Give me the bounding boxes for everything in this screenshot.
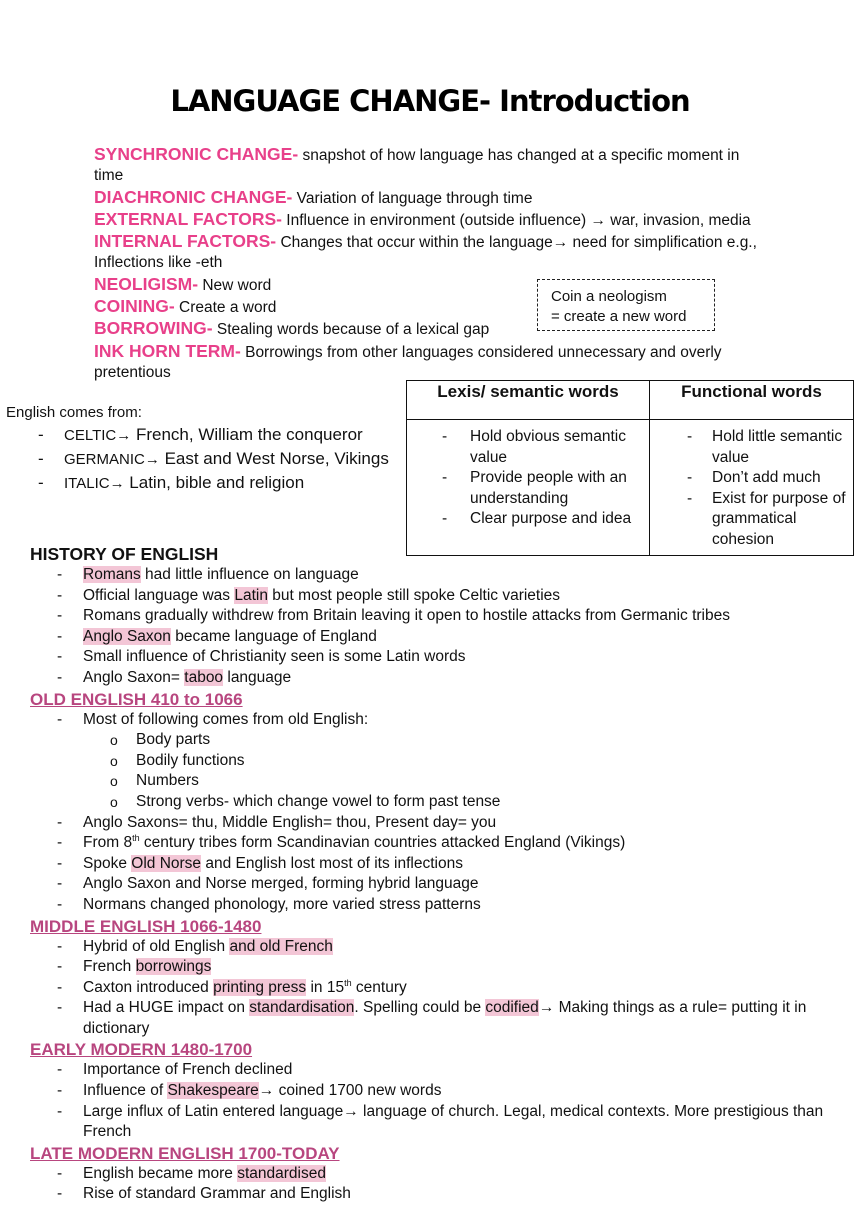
lexis-item: - Clear purpose and idea bbox=[408, 509, 648, 530]
old-english-heading: OLD ENGLISH 410 to 1066 bbox=[30, 689, 243, 709]
list-item: - From 8th century tribes form Scandinavian countries attacked England (Vikings) bbox=[30, 833, 850, 854]
list-item: - Had a HUGE impact on standardisation. Spelling could be codified→ Making things as a rule= putting it in dictionary bbox=[30, 998, 850, 1039]
definition-diachronic: DIACHRONIC CHANGE- Variation of language through time bbox=[94, 186, 533, 207]
header-lexis-words: Lexis/ semantic words bbox=[407, 381, 650, 420]
history-section bbox=[30, 543, 850, 1205]
words-comparison-table bbox=[406, 380, 854, 556]
list-item: - Anglo Saxon= taboo language bbox=[30, 668, 850, 689]
functional-words-cell bbox=[650, 420, 854, 556]
list-item: - Romans gradually withdrew from Britain leaving it open to hostile attacks from Germanic tribes bbox=[30, 606, 850, 627]
list-item: - Large influx of Latin entered language→ language of church. Legal, medical contexts. More prestigious than French bbox=[30, 1102, 850, 1143]
definition-neoligism: NEOLIGISM- New word bbox=[94, 273, 272, 294]
page-title: LANGUAGE CHANGE- Introduction bbox=[170, 84, 690, 118]
list-item: - Official language was Latin but most people still spoke Celtic varieties bbox=[30, 586, 850, 607]
list-item: - English became more standardised bbox=[30, 1164, 850, 1185]
neologism-callout-box bbox=[537, 279, 715, 331]
english-origins-heading: English comes from: bbox=[6, 404, 142, 421]
list-item: - Hybrid of old English and old French bbox=[30, 937, 850, 958]
lexis-item: - Provide people with an understanding bbox=[408, 468, 648, 509]
sub-list-item: o Bodily functions bbox=[30, 751, 850, 772]
definition-coining: COINING- Create a word bbox=[94, 296, 277, 317]
list-item: - Romans had little influence on language bbox=[30, 565, 850, 586]
callout-line-2: = create a new word bbox=[551, 308, 687, 325]
list-item: - Rise of standard Grammar and English bbox=[30, 1184, 850, 1205]
list-item: - Caxton introduced printing press in 15th century bbox=[30, 978, 850, 999]
origin-celtic: - CELTIC→ French, William the conqueror bbox=[38, 424, 396, 446]
definition-synchronic: SYNCHRONIC CHANGE- snapshot of how language has changed at a specific moment in time bbox=[94, 144, 740, 185]
lexis-words-cell bbox=[407, 420, 650, 556]
lexis-item: - Hold obvious semantic value bbox=[408, 427, 648, 468]
definition-ink-horn-term: INK HORN TERM- Borrowings from other languages considered unnecessary and overly pretentious bbox=[94, 340, 722, 381]
list-item: - Most of following comes from old English: bbox=[30, 710, 850, 731]
list-item: - Anglo Saxons= thu, Middle English= thou, Present day= you bbox=[30, 813, 850, 834]
list-item: - Influence of Shakespeare→ coined 1700 new words bbox=[30, 1081, 850, 1102]
callout-line-1: Coin a neologism bbox=[551, 288, 667, 305]
functional-item: - Exist for purpose of grammatical cohesion bbox=[651, 489, 852, 551]
header-functional-words: Functional words bbox=[650, 381, 854, 420]
list-item: - Spoke Old Norse and English lost most of its inflections bbox=[30, 854, 850, 875]
list-item: - Importance of French declined bbox=[30, 1060, 850, 1081]
definition-external-factors: EXTERNAL FACTORS- Influence in environment (outside influence) → war, invasion, media bbox=[94, 208, 751, 229]
middle-english-heading: MIDDLE ENGLISH 1066-1480 bbox=[30, 916, 262, 936]
definition-borrowing: BORROWING- Stealing words because of a lexical gap bbox=[94, 318, 490, 339]
english-origins bbox=[6, 404, 396, 496]
list-item: - French borrowings bbox=[30, 957, 850, 978]
late-modern-heading: LATE MODERN ENGLISH 1700-TODAY bbox=[30, 1143, 340, 1163]
origin-germanic: - GERMANIC→ East and West Norse, Vikings bbox=[38, 448, 396, 470]
early-modern-heading: EARLY MODERN 1480-1700 bbox=[30, 1040, 253, 1060]
sub-list-item: o Numbers bbox=[30, 771, 850, 792]
sub-list-item: o Strong verbs- which change vowel to form past tense bbox=[30, 792, 850, 813]
history-heading: HISTORY OF ENGLISH bbox=[30, 544, 219, 564]
definition-internal-factors: INTERNAL FACTORS- Changes that occur within the language→ need for simplification e.g., Inflections like -eth bbox=[94, 231, 757, 272]
list-item: - Normans changed phonology, more varied stress patterns bbox=[30, 895, 850, 916]
functional-item: - Hold little semantic value bbox=[651, 427, 852, 468]
list-item: - Small influence of Christianity seen is some Latin words bbox=[30, 647, 850, 668]
list-item: - Anglo Saxon and Norse merged, forming hybrid language bbox=[30, 874, 850, 895]
sub-list-item: o Body parts bbox=[30, 730, 850, 751]
functional-item: - Don’t add much bbox=[651, 468, 852, 489]
origin-italic: - ITALIC→ Latin, bible and religion bbox=[38, 472, 396, 494]
list-item: - Anglo Saxon became language of England bbox=[30, 627, 850, 648]
definitions-list bbox=[94, 144, 759, 383]
